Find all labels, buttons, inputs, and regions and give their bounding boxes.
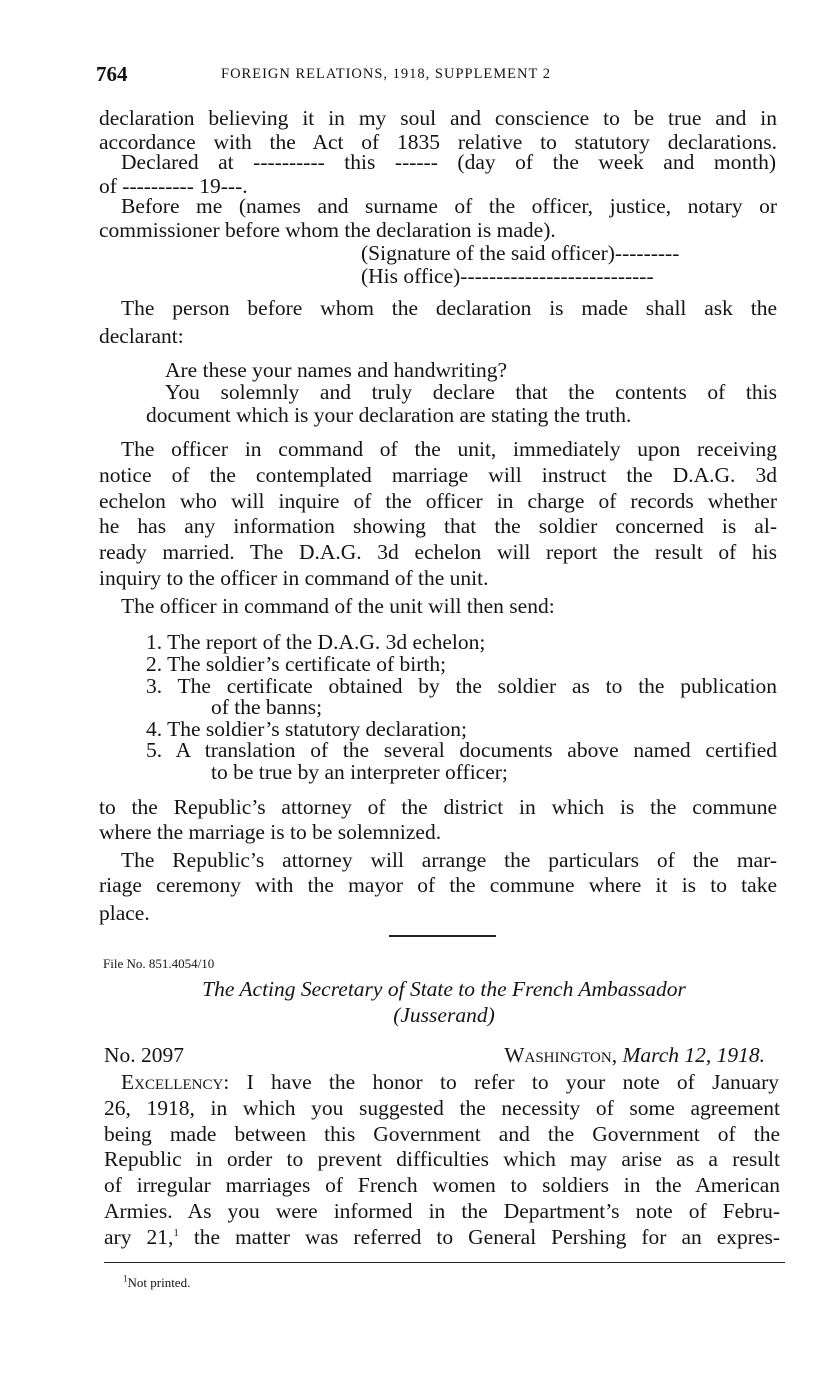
text-line: declarant: [99, 324, 184, 348]
text-line: place. [99, 901, 150, 925]
footnote-mark: 1 [123, 1273, 128, 1284]
text-line: of ---------- 19---. [99, 174, 248, 198]
list-item-continuation: to be true by an interpreter officer; [211, 760, 508, 784]
text-line: inquiry to the officer in command of the unit. [99, 566, 489, 590]
running-title: FOREIGN RELATIONS, 1918, SUPPLEMENT 2 [221, 66, 551, 82]
list-item: 3. The certificate obtained by the soldier as to the publication [146, 674, 777, 698]
text-line: commissioner before whom the declaration is made). [99, 218, 556, 242]
question-line: You solemnly and truly declare that the contents of this [165, 380, 777, 404]
question-line: Are these your names and handwriting? [165, 358, 508, 382]
list-item: 2. The soldier’s certificate of birth; [146, 652, 447, 676]
text-line: Republic in order to prevent difficulties which may arise as a result [104, 1147, 780, 1171]
text-line: Declared at ---------- this ------ (day of the week and month) [121, 150, 776, 174]
footnote-rule [104, 1262, 785, 1263]
text-line: Armies. As you were informed in the Department’s note of Febru- [104, 1199, 780, 1223]
text-fragment: the matter was referred to General Pershing for an expres- [178, 1225, 781, 1249]
dateline-place: Washington, [504, 1043, 618, 1067]
list-item: 1. The report of the D.A.G. 3d echelon; [146, 630, 486, 654]
footnote [123, 1275, 190, 1291]
list-item-continuation: of the banns; [211, 695, 323, 719]
list-item: 5. A translation of the several documents above named certified [146, 738, 777, 762]
document-title-addressee: (Jusserand) [393, 1003, 495, 1027]
text-line [121, 1070, 779, 1094]
text-line: where the marriage is to be solemnized. [99, 820, 442, 844]
salutation: Excellency: [121, 1070, 230, 1094]
file-number: File No. 851.4054/10 [103, 956, 215, 971]
text-line: The person before whom the declaration is made shall ask the [121, 296, 777, 320]
question-line: document which is your declaration are stating the truth. [146, 403, 632, 427]
office-line: (His office)--------------------------- [361, 264, 654, 288]
text-line: The officer in command of the unit, immediately upon receiving [121, 437, 777, 461]
text-fragment: I have the honor to refer to your note of January [246, 1070, 779, 1094]
text-line: of irregular marriages of French women to soldiers in the American [104, 1173, 780, 1197]
dateline-date: March 12, 1918. [622, 1043, 765, 1067]
signature-line: (Signature of the said officer)--------- [361, 241, 680, 265]
text-line: 26, 1918, in which you suggested the necessity of some agreement [104, 1096, 780, 1120]
text-line: echelon who will inquire of the officer in charge of records whether [99, 489, 777, 513]
list-item: 4. The soldier’s statutory declaration; [146, 717, 468, 741]
note-number: No. 2097 [104, 1043, 185, 1067]
text-fragment: ary 21, [104, 1225, 174, 1249]
text-line: to the Republic’s attorney of the district in which is the commune [99, 795, 777, 819]
text-line: riage ceremony with the mayor of the commune where it is to take [99, 873, 777, 897]
text-line: accordance with the Act of 1835 relative to statutory declarations. [99, 130, 777, 154]
section-divider [389, 935, 496, 937]
text-line [104, 1225, 780, 1249]
text-line: being made between this Government and the Government of the [104, 1122, 780, 1146]
running-header [96, 62, 756, 87]
text-line: notice of the contemplated marriage will instruct the D.A.G. 3d [99, 463, 777, 487]
page-number: 764 [96, 62, 128, 86]
text-line: he has any information showing that the soldier concerned is al- [99, 514, 777, 538]
footnote-text: Not printed. [127, 1275, 191, 1290]
text-line: Before me (names and surname of the officer, justice, notary or [121, 194, 777, 218]
dateline [504, 1043, 765, 1067]
text-line: ready married. The D.A.G. 3d echelon will report the result of his [99, 540, 777, 564]
text-line: declaration believing it in my soul and conscience to be true and in [99, 106, 777, 130]
text-line: The officer in command of the unit will then send: [121, 594, 555, 618]
footnote-reference: 1 [173, 1226, 179, 1239]
document-title: The Acting Secretary of State to the French Ambassador [202, 977, 686, 1001]
text-line: The Republic’s attorney will arrange the particulars of the mar- [121, 848, 777, 872]
